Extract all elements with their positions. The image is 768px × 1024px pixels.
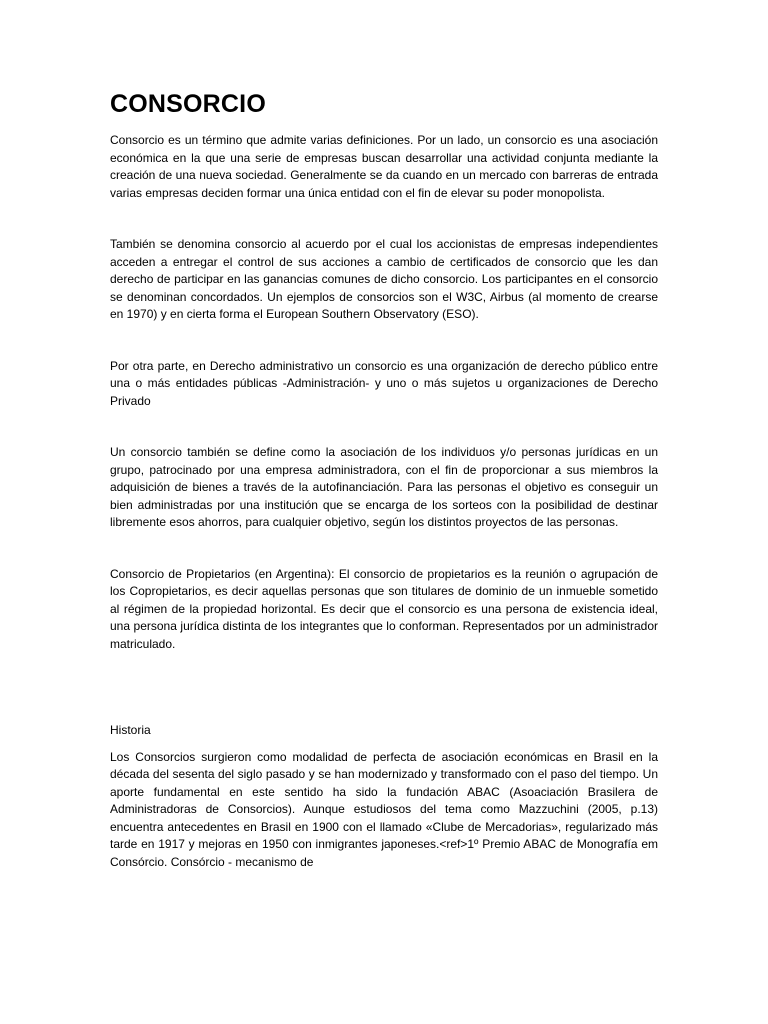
history-heading: Historia — [110, 723, 151, 737]
document-title: CONSORCIO — [110, 90, 266, 118]
paragraph-shareholders: También se denomina consorcio al acuerdo por el cual los accionistas de empresas independientes acceden a entregar el control de sus acciones a cambio de certificados de consorcio que les dan derecho de participar en las ganancias comunes de dicho consorcio. Los participantes en el consorcio se denominan concordados. Un ejemplos de consorcios son el W3C, Airbus (al momento de crearse en 1970) y en cierta forma el European Southern Observatory (ESO). — [110, 237, 658, 321]
paragraph-definition: Consorcio es un término que admite varias definiciones. Por un lado, un consorcio es una asociación económica en la que una serie de empresas buscan desarrollar una actividad conjunta mediante la creación de una nueva sociedad. Generalmente se da cuando en un mercado con barreras de entrada varias empresas deciden formar una única entidad con el fin de elevar su poder monopolista. — [110, 133, 658, 200]
paragraph-owners-argentina: Consorcio de Propietarios (en Argentina): El consorcio de propietarios es la reunión o agrupación de los Copropietarios, es decir aquellas personas que son titulares de dominio de un inmueble sometido al régimen de la propiedad horizontal. Es decir que el consorcio es una persona de existencia ideal, una persona jurídica distinta de los integrantes que lo conforman. Representados por un administrador matriculado. — [110, 566, 658, 651]
paragraph-administrative-law: Por otra parte, en Derecho administrativo un consorcio es una organización de derecho público entre una o más entidades públicas -Administración- y uno o más sujetos u organizaciones de Derecho Privado — [110, 358, 658, 408]
paragraph-history: Los Consorcios surgieron como modalidad de perfecta de asociación económicas en Brasil en la década del sesenta del siglo pasado y se han modernizado y transformado con el paso del tiempo. Un aporte fundamental en este sentido ha sido la fundación ABAC (Asoaciación Brasilera de Administradoras de Consorcios). Aunque estudiosos del tema como Mazzuchini (2005, p.13) encuentra antecedentes en Brasil en 1900 con el llamado «Clube de Mercadorias», regularizado más tarde en 1917 y mejoras en 1950 con inmigrantes japoneses.<ref>1º Premio ABAC de Monografía em Consórcio. Consórcio - mecanismo de — [110, 749, 658, 869]
paragraph-spacer — [110, 202, 658, 236]
document-page — [110, 88, 658, 871]
section-spacer — [110, 653, 658, 722]
paragraph-individuals: Un consorcio también se define como la asociación de los individuos y/o personas jurídicas en un grupo, patrocinado por una empresa administradora, con el fin de proporcionar a sus miembros la adquisición de bienes a través de la autofinanciación. Para las personas el objetivo es conseguir un bien administradas por una institución que se encarga de los sorteos con la posibilidad de destinar libremente esos ahorros, para cualquier objetivo, según los distintos proyectos de las personas. — [110, 445, 658, 529]
paragraph-spacer — [110, 532, 658, 566]
paragraph-spacer — [110, 410, 658, 444]
paragraph-spacer — [110, 324, 658, 358]
